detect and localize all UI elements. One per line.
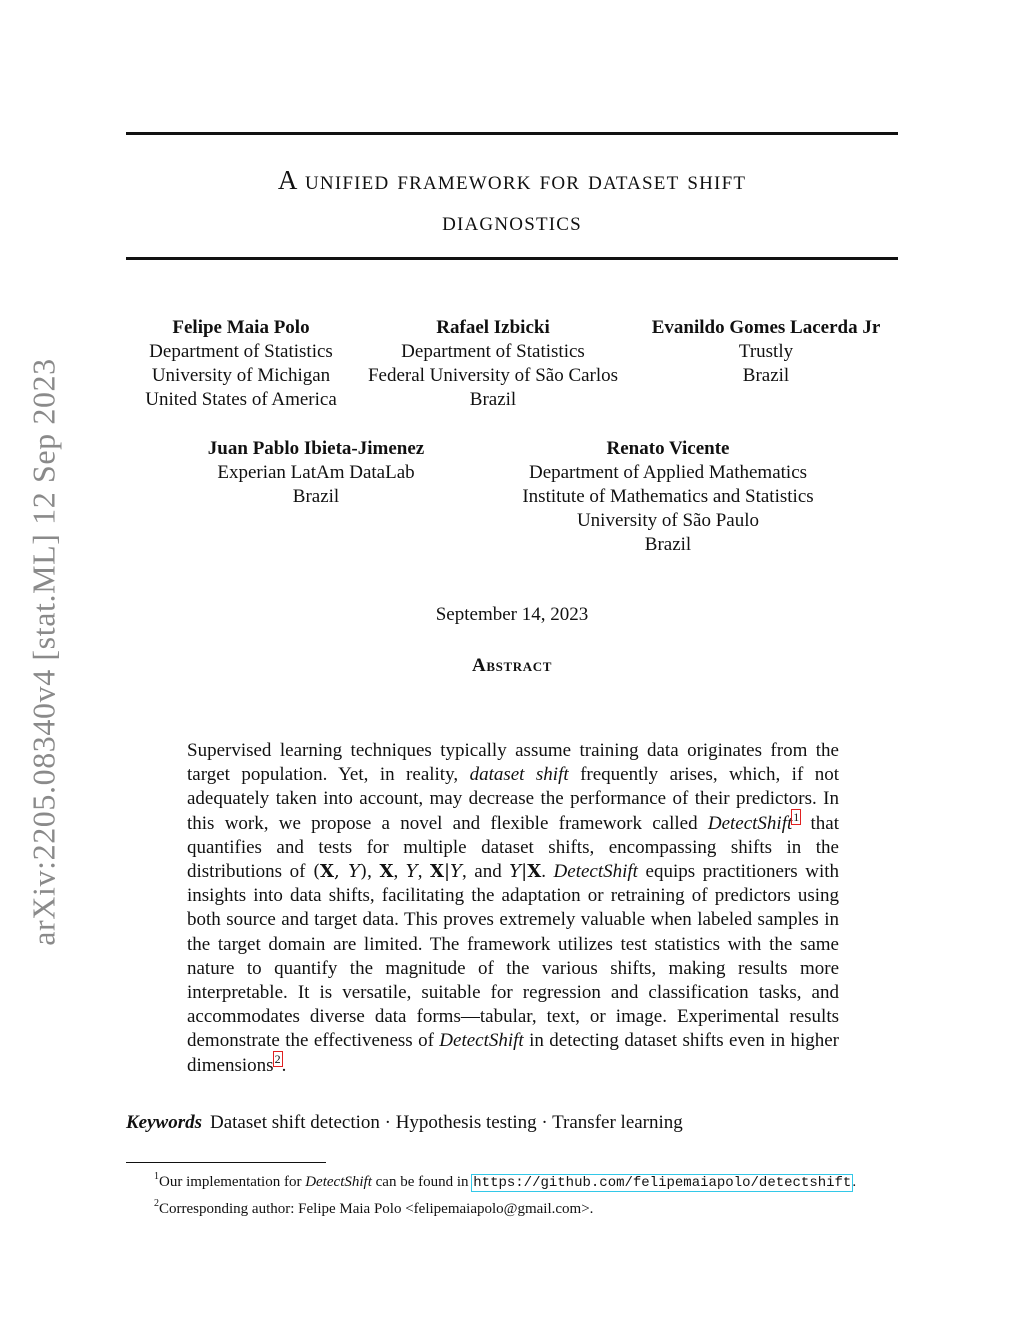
author-block-5 bbox=[522, 437, 813, 557]
author-block-3 bbox=[652, 316, 881, 388]
author-affiliation: Department of Statistics bbox=[401, 341, 585, 362]
math-y-given-x: Y|X bbox=[509, 861, 542, 883]
footnotes bbox=[126, 1167, 906, 1220]
author-affiliation: Federal University of São Carlos bbox=[367, 365, 619, 386]
author-affiliation: Brazil bbox=[644, 534, 692, 555]
author-affiliation: Brazil bbox=[292, 486, 340, 507]
keywords-line bbox=[126, 1112, 898, 1134]
author-affiliation: Institute of Mathematics and Statistics bbox=[522, 486, 814, 507]
footnote-1: $^1$Our implementation for DetectShift can be found in https://github.com/felipemaiapolo/detectshift. bbox=[154, 1171, 857, 1191]
math-x-given-y: X|Y bbox=[430, 861, 462, 883]
author-affiliation: Trustly bbox=[738, 341, 794, 362]
author-name: Evanildo Gomes Lacerda Jr bbox=[651, 317, 881, 338]
title-top-rule bbox=[126, 132, 898, 135]
paper-title-line-2: diagnostics bbox=[442, 206, 582, 236]
keywords-text: Dataset shift detection · Hypothesis testing · Transfer learning bbox=[210, 1112, 683, 1133]
footnote-rule bbox=[126, 1162, 326, 1163]
publication-date: September 14, 2023 bbox=[435, 604, 589, 625]
footnote-2: $^2$Corresponding author: Felipe Maia Polo <felipemaiapolo@gmail.com>. bbox=[154, 1198, 594, 1217]
github-link[interactable]: https://github.com/felipemaiapolo/detectshift bbox=[473, 1175, 852, 1191]
abstract-body: Supervised learning techniques typically assume training data originates from the target population. Yet, in reality, dataset shift frequently arises, which, if not adequately taken into account, may decrease the performance of their predictors. In this work, we propose a novel and flexible framework called DetectShift$^1$ that quantifies and tests for multiple dataset shifts, encompassing shifts in the distributions of (X, Y), X, Y, X|Y, and Y|X. DetectShift equips practitioners with insights into data shifts, facilitating the adaptation or retraining of predictors using both source and target data. This proves extremely valuable when labeled samples in the target domain are limited. The framework utilizes test statistics with the same nature to quantify the magnitude of the various shifts, making results more interpretable. It is versatile, suitable for regression and classification tasks, and accommodates diverse data forms—tabular, text, or image. Experimental results demonstrate the effectiveness of DetectShift in detecting dataset shifts even in higher dimensions$^2$. bbox=[187, 740, 840, 1076]
emphasis-detectshift: DetectShift bbox=[553, 861, 638, 883]
keywords-label: Keywords bbox=[126, 1112, 202, 1133]
paper-title-line-1: A unified framework for dataset shift bbox=[277, 165, 747, 195]
emphasis-dataset-shift: dataset shift bbox=[469, 764, 569, 786]
emphasis-detectshift: DetectShift bbox=[439, 1030, 524, 1052]
abstract-heading: Abstract bbox=[472, 655, 552, 676]
math-y: Y bbox=[405, 861, 418, 883]
author-affiliation: Department of Statistics bbox=[149, 341, 333, 362]
author-block-1 bbox=[145, 316, 337, 412]
author-affiliation: United States of America bbox=[145, 389, 337, 410]
author-affiliation: Brazil bbox=[469, 389, 517, 410]
emphasis-detectshift: DetectShift bbox=[707, 812, 793, 834]
paper-title bbox=[126, 160, 898, 242]
author-name: Renato Vicente bbox=[606, 438, 730, 459]
author-block-4 bbox=[208, 437, 424, 509]
math-x: X bbox=[379, 861, 394, 883]
author-block-2 bbox=[368, 316, 618, 412]
footnote-ref-1[interactable]: 1 bbox=[793, 810, 800, 825]
author-affiliation: Experian LatAm DataLab bbox=[217, 462, 415, 483]
author-name: Juan Pablo Ibieta-Jimenez bbox=[207, 438, 425, 459]
author-name: Rafael Izbicki bbox=[436, 317, 550, 338]
author-affiliation: University of Michigan bbox=[151, 365, 331, 386]
author-affiliation: University of São Paulo bbox=[576, 510, 760, 531]
author-affiliation: Department of Applied Mathematics bbox=[528, 462, 808, 483]
arxiv-side-stamp: arXiv:2205.08340v4 [stat.ML] 12 Sep 2023 bbox=[25, 358, 62, 946]
title-bottom-rule bbox=[126, 257, 898, 260]
author-affiliation: Brazil bbox=[742, 365, 790, 386]
math-joint-xy: (X, Y) bbox=[312, 861, 368, 883]
author-name: Felipe Maia Polo bbox=[172, 317, 310, 338]
footnote-ref-2[interactable]: 2 bbox=[274, 1052, 281, 1067]
